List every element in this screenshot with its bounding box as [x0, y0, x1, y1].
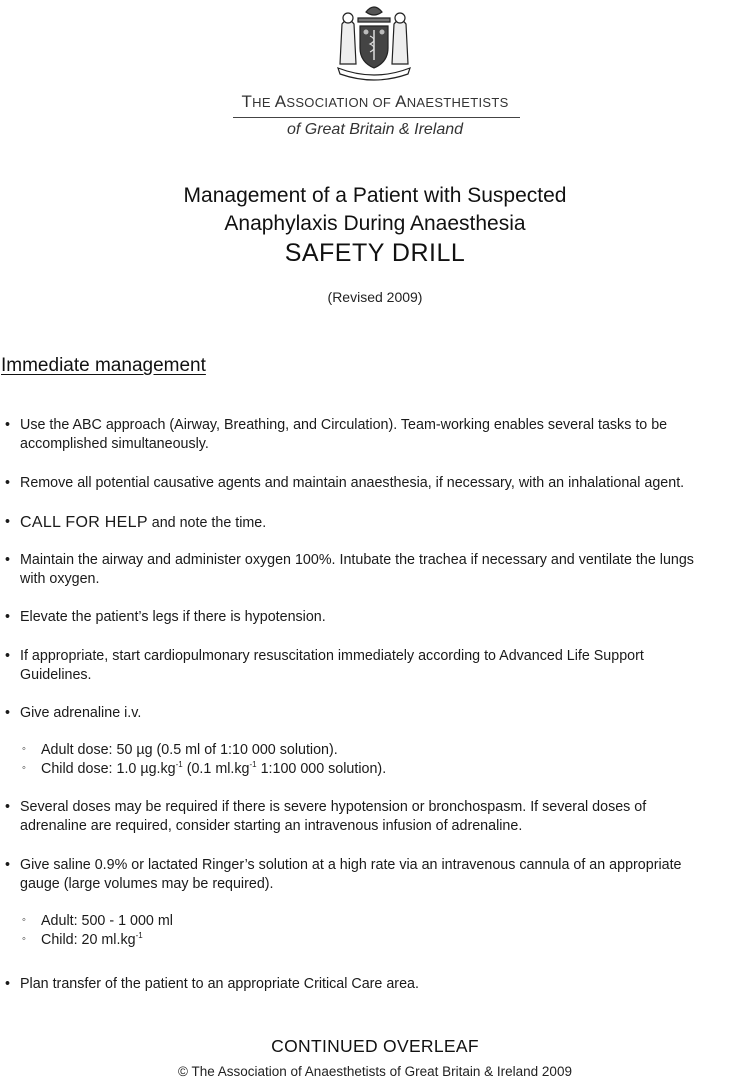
list-item-text: Plan transfer of the patient to an appropriate Critical Care area.: [20, 976, 419, 992]
child-volume-text: [41, 931, 143, 950]
list-item-text: If appropriate, start cardiopulmonary resuscitation immediately according to Advanced Life Support: [20, 648, 644, 664]
sub-bullet-icon: ◦: [22, 914, 26, 926]
child-dose-part: Child dose: 1.0 µg.kg: [41, 761, 176, 777]
bullet-icon: •: [5, 976, 11, 992]
bullet-icon: •: [5, 514, 11, 530]
sub-bullet-icon: ◦: [22, 743, 26, 755]
org-name-part: SSOCIATION OF: [286, 95, 396, 110]
bullet-icon: •: [5, 609, 11, 625]
superscript: -1: [135, 931, 143, 940]
org-subtitle: of Great Britain & Ireland: [286, 121, 464, 138]
bullet-icon: •: [5, 552, 11, 568]
child-dose-part: (0.1 ml.kg: [182, 761, 250, 777]
list-item-text: Maintain the airway and administer oxygen 100%. Intubate the trachea if necessary and ventilate the lungs: [20, 552, 694, 568]
bullet-icon: •: [5, 648, 11, 664]
copyright-notice: © The Association of Anaesthetists of Great Britain & Ireland 2009: [178, 1064, 572, 1079]
org-name-part: T: [241, 92, 253, 111]
revision-note: (Revised 2009): [327, 289, 423, 305]
org-name-part: HE: [252, 95, 275, 110]
bullet-icon: •: [5, 705, 11, 721]
adult-volume-text: Adult: 500 - 1 000 ml: [41, 913, 173, 929]
org-divider: [233, 117, 520, 118]
superscript: -1: [249, 760, 257, 769]
child-dose-part: 1:100 000 solution).: [256, 761, 387, 777]
org-name-part: A: [395, 92, 407, 111]
bullet-icon: •: [5, 799, 11, 815]
org-name-part: A: [274, 92, 287, 111]
doc-title-safety-drill: SAFETY DRILL: [284, 239, 466, 267]
list-item-text: Remove all potential causative agents and maintain anaesthesia, if necessary, with an inhalational agent.: [20, 475, 685, 491]
adult-dose-text: Adult dose: 50 µg (0.5 ml of 1:10 000 solution).: [41, 742, 338, 758]
coat-of-arms-crest-icon: [328, 2, 420, 82]
sub-bullet-icon: ◦: [22, 762, 26, 774]
doc-title-line-2: Anaphylaxis During Anaesthesia: [224, 212, 526, 235]
child-volume-part: Child: 20 ml.kg: [41, 932, 136, 948]
continued-overleaf: CONTINUED OVERLEAF: [271, 1036, 479, 1056]
superscript: -1: [175, 760, 183, 769]
org-name: [0, 92, 750, 112]
bullet-icon: •: [5, 857, 11, 873]
child-dose-text: [41, 760, 386, 779]
list-item-text: Guidelines.: [20, 667, 92, 683]
list-item-text: Use the ABC approach (Airway, Breathing, and Circulation). Team-working enables several tasks to be: [20, 417, 668, 433]
bullet-icon: •: [5, 475, 11, 491]
list-item-text: gauge (large volumes may be required).: [20, 876, 274, 892]
list-item-text: and note the time.: [147, 515, 267, 531]
bullet-icon: •: [5, 417, 11, 433]
list-item-text: Give saline 0.9% or lactated Ringer’s solution at a high rate via an intravenous cannula of an appropriate: [20, 857, 682, 873]
list-item-text: Elevate the patient’s legs if there is hypotension.: [20, 609, 326, 625]
list-item-text: accomplished simultaneously.: [20, 436, 209, 452]
list-item-text: Several doses may be required if there is severe hypotension or bronchospasm. If several doses of: [20, 799, 647, 815]
list-item-text: with oxygen.: [20, 571, 100, 587]
list-item-text: Give adrenaline i.v.: [20, 705, 142, 721]
list-item-text: adrenaline are required, consider starting an intravenous infusion of adrenaline.: [20, 818, 523, 834]
call-for-help-text: CALL FOR HELP: [20, 514, 148, 531]
doc-title-line-1: Management of a Patient with Suspected: [183, 184, 567, 207]
section-heading: Immediate management: [1, 355, 206, 376]
sub-bullet-icon: ◦: [22, 933, 26, 945]
org-name-part: NAESTHETISTS: [406, 95, 509, 110]
